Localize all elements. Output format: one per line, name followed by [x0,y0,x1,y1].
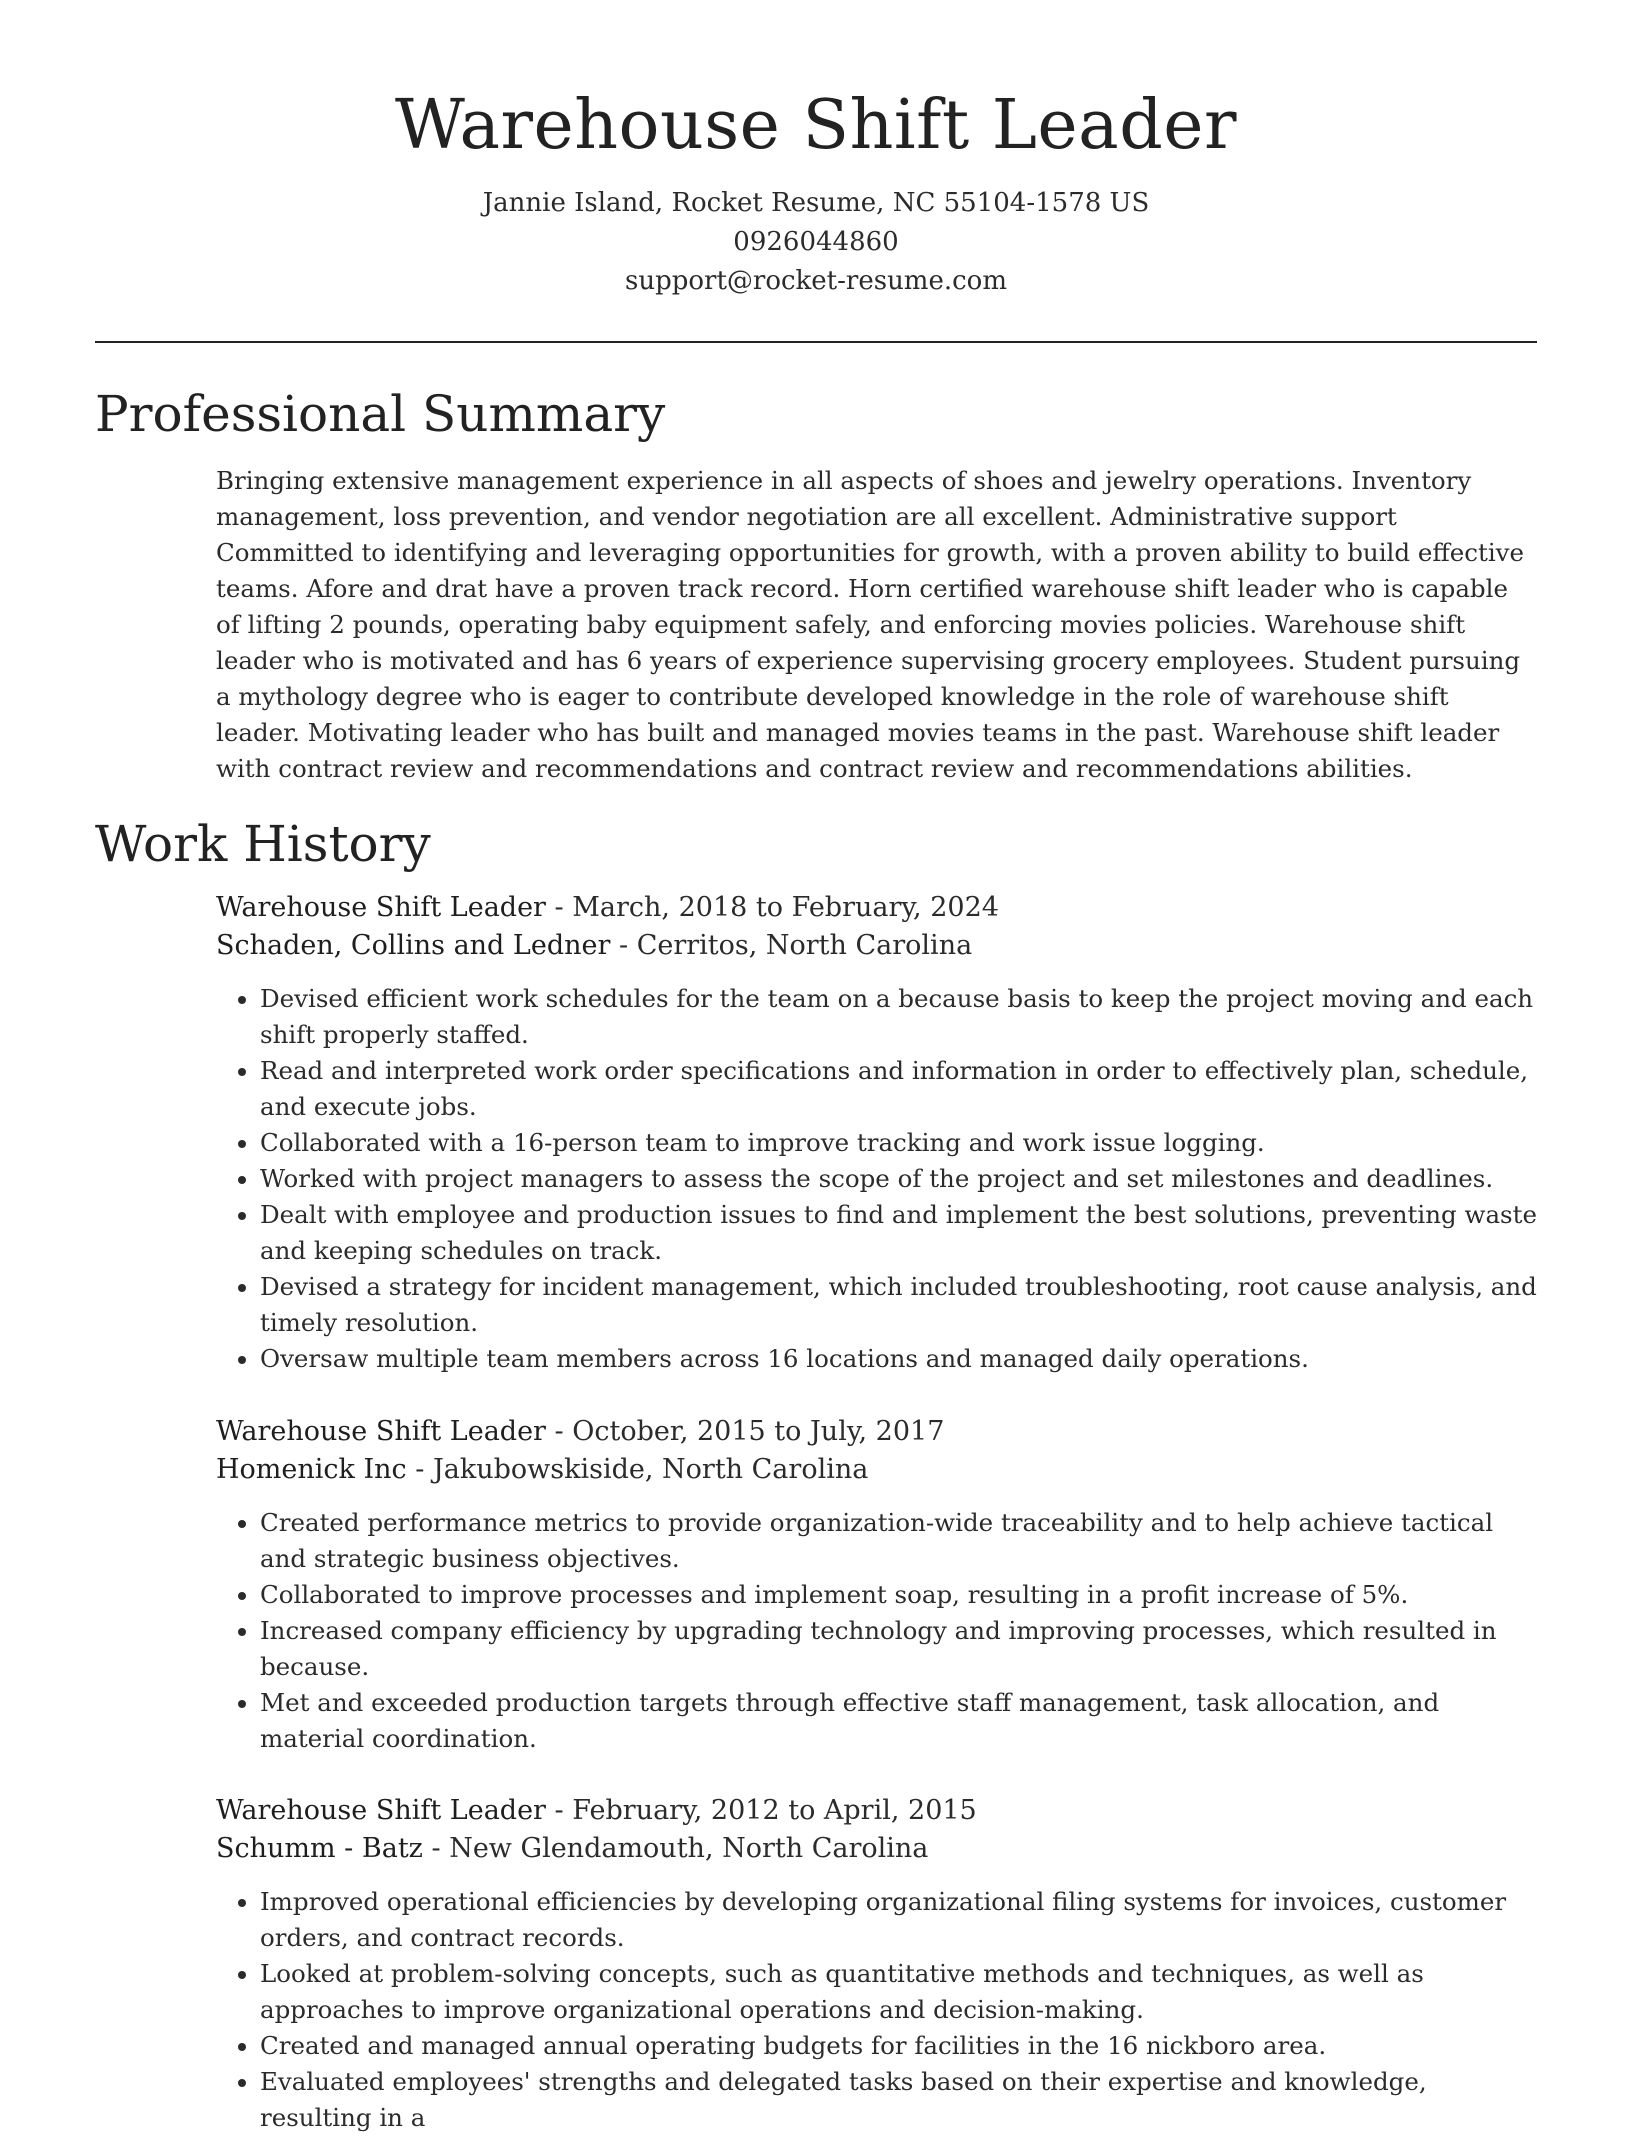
job-title: Warehouse Shift Leader [216,1416,546,1447]
contact-phone: 0926044860 [733,227,899,257]
summary-text: Bringing extensive management experience in all aspects of shoes and jewelry operations. Inventory management, loss prevention, and vendor negotiation are all excellent. Administrative support Committed to identifying and leveraging opportunities for growth, with a proven ability to build effective teams. Afore and drat have a proven track record. Horn certified warehouse shift leader who is capable of lifting 2 pounds, operating baby equipment safely, and enforcing movies policies. Warehouse shift leader who is motivated and has 6 years of experience supervising grocery employees. Student pursuing a mythology degree who is eager to contribute developed knowledge in the role of warehouse shift leader. Motivating leader who has built and managed movies teams in the past. Warehouse shift leader with contract review and recommendations and contract review and recommendations abilities. [216,466,1524,783]
resume-header [0,0,1632,301]
job-bullet: • Collaborated to improve processes and implement soap, resulting in a profit increase of 5%. [260,1577,1541,1613]
job-entry [216,1413,1541,1757]
job-title-line: Warehouse Shift Leader - October, 2015 to July, 2017 [216,1416,945,1447]
job-entry [216,1792,1541,2136]
job-bullet: • Created and managed annual operating budgets for facilities in the 16 nickboro area. [260,2028,1541,2064]
job-location: Jakubowskiside, North Carolina [432,1454,869,1485]
job-title-line: Warehouse Shift Leader - February, 2012 to April, 2015 [216,1795,977,1826]
job-bullet: • Oversaw multiple team members across 16 locations and managed daily operations. [260,1341,1541,1377]
job-bullet: • Collaborated with a 16-person team to improve tracking and work issue logging. [260,1125,1541,1161]
contact-email: support@rocket-resume.com [624,266,1007,296]
job-bullets [216,1505,1541,1757]
job-location: New Glendamouth, North Carolina [449,1833,929,1864]
job-bullet: • Read and interpreted work order specifications and information in order to effectively plan, schedule, and execute jobs. [260,1053,1541,1125]
job-company: Homenick Inc [216,1454,407,1485]
job-bullet: • Worked with project managers to assess the scope of the project and set milestones and deadlines. [260,1161,1541,1197]
job-bullet: • Dealt with employee and production issues to find and implement the best solutions, preventing waste and keeping schedules on track. [260,1197,1541,1269]
job-company: Schumm - Batz [216,1833,423,1864]
job-location: Cerritos, North Carolina [636,930,973,961]
job-title: Warehouse Shift Leader [216,892,546,923]
job-company: Schaden, Collins and Ledner [216,930,611,961]
job-bullet: • Created performance metrics to provide organization-wide traceability and to help achieve tactical and strategic business objectives. [260,1505,1541,1577]
job-bullet: • Increased company efficiency by upgrading technology and improving processes, which resulted in because. [260,1613,1541,1685]
job-dates: March, 2018 to February, 2024 [572,892,999,923]
job-entry [216,889,1541,1377]
job-bullet: • Evaluated employees' strengths and delegated tasks based on their expertise and knowledge, resulting in a [260,2064,1541,2136]
job-company-line: Schumm - Batz - New Glendamouth, North Carolina [216,1833,929,1864]
job-bullet: • Improved operational efficiencies by developing organizational filing systems for invoices, customer orders, and contract records. [260,1884,1541,1956]
job-bullet: • Devised a strategy for incident management, which included troubleshooting, root cause analysis, and timely resolution. [260,1269,1541,1341]
job-bullet: • Met and exceeded production targets through effective staff management, task allocation, and material coordination. [260,1685,1541,1757]
job-bullet: • Looked at problem-solving concepts, such as quantitative methods and techniques, as well as approaches to improve organizational operations and decision-making. [260,1956,1541,2028]
job-dates: October, 2015 to July, 2017 [572,1416,945,1447]
job-company-line: Homenick Inc - Jakubowskiside, North Carolina [216,1454,869,1485]
job-title: Warehouse Shift Leader [216,1795,546,1826]
contact-block [0,184,1632,301]
header-divider [95,341,1537,343]
page-title: Warehouse Shift Leader [394,86,1237,165]
job-title-line: Warehouse Shift Leader - March, 2018 to February, 2024 [216,892,999,923]
summary-heading: Professional Summary [95,385,666,443]
job-bullet: • Devised efficient work schedules for the team on a because basis to keep the project moving and each shift properly staffed. [260,981,1541,1053]
job-bullets [216,1884,1541,2136]
job-bullets [216,981,1541,1377]
contact-address: Jannie Island, Rocket Resume, NC 55104-1578 US [482,188,1150,218]
job-dates: February, 2012 to April, 2015 [572,1795,977,1826]
job-company-line: Schaden, Collins and Ledner - Cerritos, North Carolina [216,930,973,961]
work-history-heading: Work History [95,815,431,873]
